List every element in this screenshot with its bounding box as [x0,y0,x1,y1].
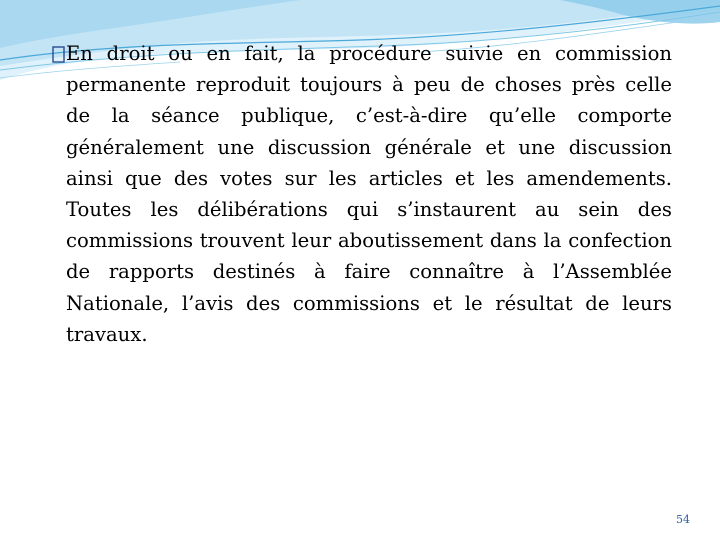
content-paragraph-block [52,38,672,350]
content-paragraph: En droit ou en fait, la procédure suivie en commission permanente reproduit toujours à peu de choses près celle de la séance publique, c’est-à-dire qu’elle comporte généralement une discussion générale et une discussion ainsi que des votes sur les articles et les amendements. Toutes les délibérations qui s’instaurent au sein des commissions trouvent leur aboutissement dans la confection de rapports destinés à faire connaître à l’Assemblée Nationale, l’avis des commissions et le résultat de leurs travaux. [66,42,672,346]
page-number: 54 [676,513,690,526]
missing-glyph-box-icon [52,46,65,63]
